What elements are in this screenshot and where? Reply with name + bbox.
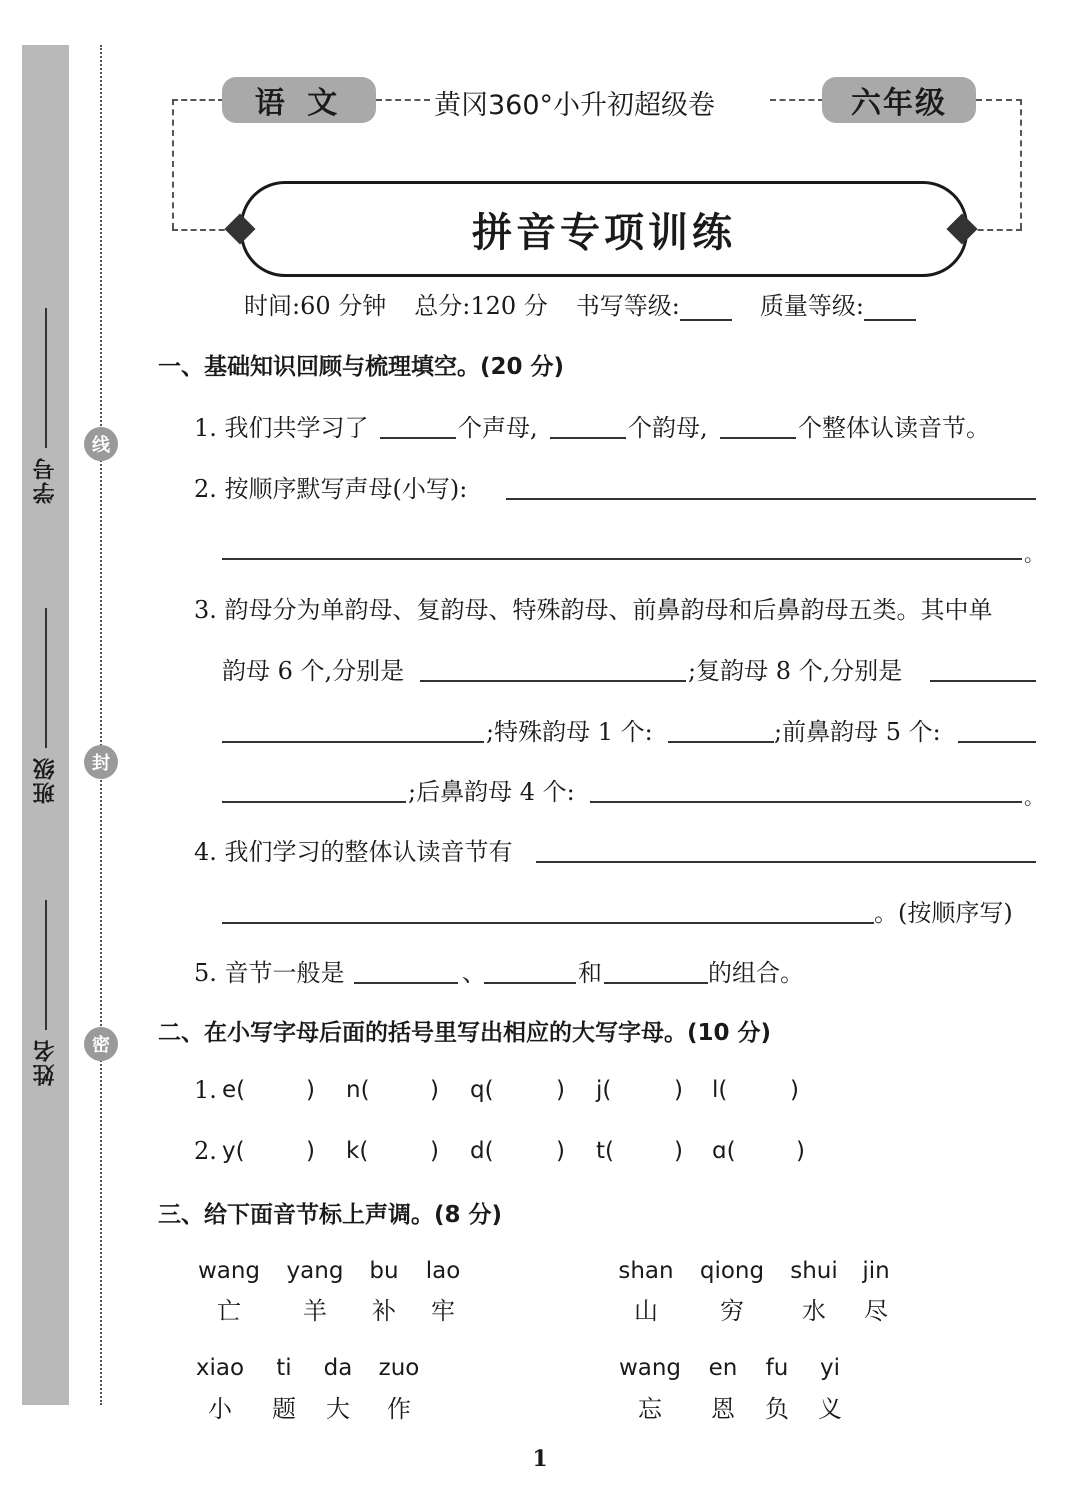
hanzi-char: 补 xyxy=(372,1297,396,1325)
q3-blank-front-nasal-1[interactable] xyxy=(958,741,1036,743)
title-banner xyxy=(240,181,968,277)
name-line xyxy=(45,900,47,1030)
pinyin-syllable: xiao xyxy=(195,1355,245,1381)
q3-line2b: ;复韵母 8 个,分别是 xyxy=(688,657,903,685)
q3-line3a: ;特殊韵母 1 个: xyxy=(486,718,653,746)
q4-end: 。(按顺序写) xyxy=(874,899,1013,927)
hanzi-char: 大 xyxy=(326,1395,350,1423)
hanzi-char: 牢 xyxy=(431,1297,455,1325)
quality-grade-blank[interactable] xyxy=(864,297,916,321)
s2-close-paren: ) xyxy=(796,1138,805,1164)
q4-blank-line1[interactable] xyxy=(536,861,1036,863)
header-dash xyxy=(376,99,430,101)
q1-part3: 个韵母, xyxy=(628,414,708,442)
q1-blank-initials[interactable] xyxy=(380,437,456,439)
grade-pill: 六年级 xyxy=(822,77,976,123)
q5-blank-1[interactable] xyxy=(354,982,458,984)
section2-heading: 二、在小写字母后面的括号里写出相应的大写字母。(10 分) xyxy=(158,1020,772,1046)
quality-grade-label: 质量等级: xyxy=(759,292,864,320)
s2-close-paren: ) xyxy=(430,1077,439,1103)
hanzi-char: 水 xyxy=(802,1297,826,1325)
pinyin-syllable: bu xyxy=(369,1258,399,1284)
hanzi-char: 作 xyxy=(387,1395,411,1423)
s2-item: t( xyxy=(596,1138,614,1164)
q3-blank-compound-finals-2[interactable] xyxy=(222,741,484,743)
q3-blank-simple-finals[interactable] xyxy=(420,680,686,682)
student-id-line xyxy=(45,308,47,448)
seal-mark-line: 线 xyxy=(84,427,118,461)
hanzi-char: 义 xyxy=(818,1395,842,1423)
pinyin-syllable: en xyxy=(708,1355,738,1381)
q3-blank-back-nasal[interactable] xyxy=(590,801,1022,803)
q1-prefix: 1. 我们共学习了 xyxy=(194,414,369,442)
pinyin-syllable: zuo xyxy=(378,1355,420,1381)
seal-mark-secret: 密 xyxy=(84,1027,118,1061)
class-label: 班级 xyxy=(33,756,58,804)
q3-line4a: ;后鼻韵母 4 个: xyxy=(408,778,575,806)
exam-meta xyxy=(244,286,916,321)
writing-grade-label: 书写等级: xyxy=(575,292,680,320)
cut-line xyxy=(100,45,102,1405)
pinyin-syllable: yang xyxy=(286,1258,344,1284)
class-field[interactable] xyxy=(22,608,69,804)
section3-heading: 三、给下面音节标上声调。(8 分) xyxy=(158,1202,503,1228)
s2-close-paren: ) xyxy=(556,1138,565,1164)
pinyin-syllable: ti xyxy=(276,1355,292,1381)
hanzi-char: 亡 xyxy=(217,1297,241,1325)
seal-mark-seal: 封 xyxy=(84,745,118,779)
hanzi-char: 尽 xyxy=(864,1297,888,1325)
q5-and: 和 xyxy=(578,959,602,987)
s2-close-paren: ) xyxy=(790,1077,799,1103)
subject-pill: 语 文 xyxy=(222,77,376,123)
pinyin-syllable: yi xyxy=(819,1355,840,1381)
header-dash xyxy=(976,99,1022,101)
q3-line3b: ;前鼻韵母 5 个: xyxy=(774,718,941,746)
s2-close-paren: ) xyxy=(306,1138,315,1164)
q5-prefix: 5. 音节一般是 xyxy=(194,959,345,987)
s2-item: y( xyxy=(222,1138,245,1164)
q5-blank-3[interactable] xyxy=(604,982,708,984)
q1-blank-syllables[interactable] xyxy=(720,437,796,439)
hanzi-char: 恩 xyxy=(711,1395,735,1423)
q2-blank-line1[interactable] xyxy=(506,498,1036,500)
q2-blank-line2[interactable] xyxy=(222,558,1022,560)
q4-text: 4. 我们学习的整体认读音节有 xyxy=(194,838,513,866)
s2-item: ɑ( xyxy=(712,1138,736,1164)
header-dash xyxy=(770,99,824,101)
q3-blank-compound-finals-1[interactable] xyxy=(930,680,1036,682)
s2-item: q( xyxy=(470,1077,494,1103)
q4-blank-line2[interactable] xyxy=(222,922,874,924)
s2-close-paren: ) xyxy=(556,1077,565,1103)
pinyin-syllable: shui xyxy=(790,1258,838,1284)
page-number: 1 xyxy=(532,1446,548,1472)
q3-line2a: 韵母 6 个,分别是 xyxy=(222,657,405,685)
s2-item: e( xyxy=(222,1077,246,1103)
q3-end: 。 xyxy=(1024,785,1044,809)
header-dash xyxy=(172,99,174,229)
s2-item: n( xyxy=(346,1077,370,1103)
q3-blank-special-final[interactable] xyxy=(668,741,774,743)
pinyin-syllable: lao xyxy=(425,1258,461,1284)
page-title: 拼音专项训练 xyxy=(472,208,736,256)
series-title: 黄冈360°小升初超级卷 xyxy=(434,90,716,121)
s2-close-paren: ) xyxy=(674,1077,683,1103)
q5-end: 的组合。 xyxy=(708,959,804,987)
q1-part2: 个声母, xyxy=(458,414,538,442)
hanzi-char: 负 xyxy=(765,1395,789,1423)
s2-close-paren: ) xyxy=(674,1138,683,1164)
pinyin-syllable: qiong xyxy=(699,1258,765,1284)
name-field[interactable] xyxy=(22,900,69,1086)
name-label: 姓名 xyxy=(33,1038,58,1086)
section1-heading: 一、基础知识回顾与梳理填空。(20 分) xyxy=(158,354,565,380)
hanzi-char: 忘 xyxy=(638,1395,662,1423)
q2-end: 。 xyxy=(1024,542,1044,566)
hanzi-char: 题 xyxy=(272,1395,296,1423)
hanzi-char: 山 xyxy=(634,1297,658,1325)
hanzi-char: 穷 xyxy=(720,1297,744,1325)
s2-item: k( xyxy=(346,1138,369,1164)
header-dash xyxy=(1020,99,1022,229)
pinyin-syllable: wang xyxy=(618,1355,682,1381)
s2-row1-number: 1. xyxy=(194,1076,217,1104)
q1-blank-finals[interactable] xyxy=(550,437,626,439)
s2-close-paren: ) xyxy=(306,1077,315,1103)
time-limit: 时间:60 分钟 xyxy=(244,292,387,320)
hanzi-char: 羊 xyxy=(303,1297,327,1325)
total-score: 总分:120 分 xyxy=(414,292,548,320)
s2-item: d( xyxy=(470,1138,494,1164)
q3-line1: 3. 韵母分为单韵母、复韵母、特殊韵母、前鼻韵母和后鼻韵母五类。其中单 xyxy=(194,596,993,624)
pinyin-syllable: wang xyxy=(197,1258,261,1284)
q1-part4: 个整体认读音节。 xyxy=(798,414,990,442)
pinyin-syllable: da xyxy=(323,1355,353,1381)
hanzi-char: 小 xyxy=(208,1395,232,1423)
q3-blank-front-nasal-2[interactable] xyxy=(222,801,406,803)
pinyin-syllable: fu xyxy=(765,1355,789,1381)
writing-grade-blank[interactable] xyxy=(680,297,732,321)
class-line xyxy=(45,608,47,748)
student-id-field[interactable] xyxy=(22,308,69,504)
q5-blank-2[interactable] xyxy=(484,982,576,984)
s2-item: l( xyxy=(712,1077,728,1103)
s2-close-paren: ) xyxy=(430,1138,439,1164)
pinyin-syllable: jin xyxy=(862,1258,890,1284)
s2-item: j( xyxy=(596,1077,612,1103)
q5-sep: 、 xyxy=(462,959,486,987)
q2-text: 2. 按顺序默写声母(小写): xyxy=(194,475,468,503)
pinyin-syllable: shan xyxy=(618,1258,674,1284)
s2-row2-number: 2. xyxy=(194,1137,217,1165)
header-dash xyxy=(172,99,224,101)
student-id-label: 学号 xyxy=(33,456,58,504)
